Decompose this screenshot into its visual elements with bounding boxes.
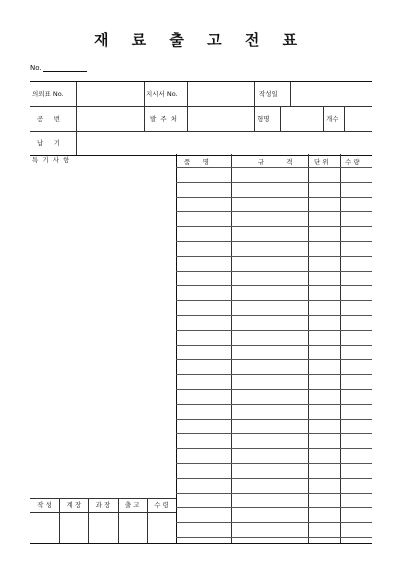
item-row[interactable] (177, 523, 372, 537)
approval-top-line (30, 498, 176, 499)
work-no-label: 공 번 (37, 115, 63, 123)
approval-sign-box[interactable] (148, 513, 175, 542)
count-field[interactable] (345, 107, 371, 130)
items-section (30, 154, 372, 544)
order-no-label: 지시서 No. (146, 90, 178, 98)
column-header-qty: 수 량 (345, 158, 360, 166)
delivery-field[interactable] (77, 132, 371, 154)
request-no-field[interactable] (77, 83, 143, 105)
item-row[interactable] (177, 420, 372, 434)
item-row[interactable] (177, 449, 372, 463)
item-row[interactable] (177, 257, 372, 271)
item-row[interactable] (177, 212, 372, 226)
delivery-label: 납 기 (37, 139, 63, 147)
item-row[interactable] (177, 227, 372, 241)
item-row[interactable] (177, 479, 372, 493)
item-row[interactable] (177, 198, 372, 212)
created-date-label: 작성일 (259, 90, 278, 98)
approval-sign-box[interactable] (60, 513, 87, 542)
request-no-label: 의뢰표 No. (32, 90, 64, 98)
column-header-unit: 단 위 (314, 158, 329, 166)
item-row[interactable] (177, 464, 372, 478)
approval-label: 작 성 (37, 501, 52, 509)
document-number-label: No. (30, 64, 42, 72)
approval-label: 과 장 (95, 501, 111, 509)
header-col-divider (144, 82, 145, 106)
count-label: 개수 (326, 115, 339, 123)
item-row[interactable] (177, 168, 372, 182)
item-row[interactable] (177, 346, 372, 360)
approval-label: 계 장 (66, 501, 82, 509)
item-row[interactable] (177, 360, 372, 374)
item-row[interactable] (177, 331, 372, 345)
header-col-divider (144, 106, 145, 131)
item-row[interactable] (177, 508, 372, 522)
header-col-divider (254, 106, 255, 131)
model-label: 형명 (257, 115, 270, 123)
item-row[interactable] (177, 390, 372, 404)
header-col-divider (254, 82, 255, 106)
client-label: 발 주 처 (150, 115, 178, 123)
document-number (30, 64, 87, 72)
work-no-field[interactable] (77, 107, 143, 130)
item-row[interactable] (177, 434, 372, 448)
approval-sign-box[interactable] (89, 513, 116, 542)
item-row[interactable] (177, 286, 372, 300)
item-row-line (176, 537, 372, 538)
approval-sign-box[interactable] (31, 513, 58, 542)
item-row[interactable] (177, 242, 372, 256)
notes-label: 특 기 사 항 (32, 156, 71, 164)
client-field[interactable] (188, 107, 253, 130)
approval-label: 수 령 (154, 501, 169, 509)
item-row[interactable] (177, 316, 372, 330)
item-row[interactable] (177, 375, 372, 389)
header-table (30, 81, 372, 156)
approval-sign-box[interactable] (119, 513, 146, 542)
item-row[interactable] (177, 494, 372, 508)
created-date-field[interactable] (291, 83, 371, 105)
column-header-spec: 규 격 (258, 158, 296, 166)
header-col-divider (323, 106, 324, 131)
order-no-field[interactable] (188, 83, 253, 105)
notes-area[interactable] (31, 166, 175, 496)
item-row[interactable] (177, 405, 372, 419)
model-field[interactable] (281, 107, 322, 130)
form-title: 재 료 출 고 전 표 (93, 31, 307, 49)
column-header-item-name: 품 명 (184, 158, 213, 166)
approval-label: 출 고 (124, 501, 140, 509)
item-row[interactable] (177, 272, 372, 286)
item-row[interactable] (177, 301, 372, 315)
document-number-field[interactable] (43, 64, 87, 72)
item-row[interactable] (177, 183, 372, 197)
